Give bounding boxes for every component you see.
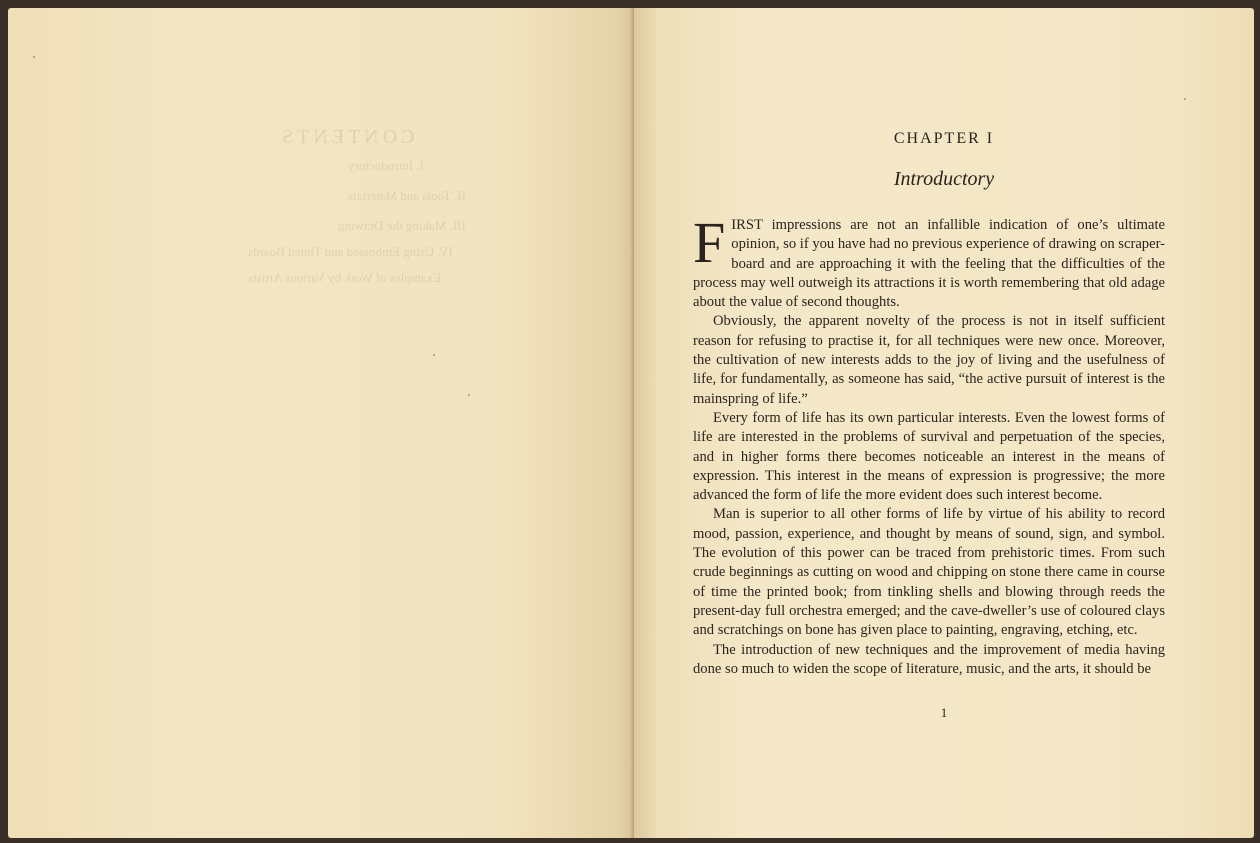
paper-speck <box>468 394 470 396</box>
paragraph <box>693 210 1166 312</box>
show-through-line: II. Tools and Materials <box>348 188 466 203</box>
chapter-body <box>693 210 1166 679</box>
paper-speck <box>1184 98 1186 100</box>
show-through-line: IV. Using Embossed and Tinted Boards <box>248 244 453 259</box>
show-through-contents: CONTENTS <box>278 126 415 148</box>
paper-speck <box>433 354 435 356</box>
paper-speck <box>33 56 35 58</box>
drop-cap: F <box>693 210 726 275</box>
show-through-line: I. Introductory <box>348 158 424 173</box>
show-through-line: III. Making the Drawing <box>338 218 466 233</box>
page-number: 1 <box>940 705 948 720</box>
right-page <box>634 8 1254 838</box>
paragraph: Obviously, the apparent novelty of the process is not in itself sufficient reason for refusing to practise it, for all techniques were new once. Moreover, the cultivation of new interests adds to the joy of living and the usefulness of life, for fundamentally, as someone has said, “the active pursuit of interest is the mainspring of life.” <box>693 313 1165 407</box>
paragraph-text: IRST impressions are not an infallible indication of one’s ultimate opinion, so if you have had no previous experience of drawing on scraper-board and are approaching it with the feeling that the difficulties of the process may well outweigh its attractions it is worth remembering that old adage about the value of second thoughts. <box>693 217 1166 311</box>
paragraph: The introduction of new techniques and the improvement of media having done so much to widen the scope of literature, music, and the arts, it should be <box>693 641 1165 677</box>
left-page <box>8 8 634 838</box>
chapter-label: CHAPTER I <box>893 130 995 147</box>
paragraph: Every form of life has its own particular interests. Even the lowest forms of life are interested in the problems of survival and perpetuation of the species, and in higher forms there becomes noticeable an interest in the means of expression. This interest in the means of expression is progressive; the more advanced the form of life the more evident does such interest become. <box>693 409 1165 504</box>
chapter-title: Introductory <box>893 168 995 190</box>
show-through-line: Examples of Work by Various Artists <box>248 270 442 285</box>
paragraph: Man is superior to all other forms of life by virtue of his ability to record mood, passion, experience, and thought by means of sound, sign, and symbol. The evolution of this power can be traced from prehistoric times. From such crude beginnings as cutting on wood and chipping on stone there came in course of time the printed book; from tinkling shells and blowing through reeds the present-day full orchestra emerged; and the cave-dweller’s use of coloured clays and scratchings on bone has given place to painting, engraving, etching, etc. <box>693 506 1165 639</box>
